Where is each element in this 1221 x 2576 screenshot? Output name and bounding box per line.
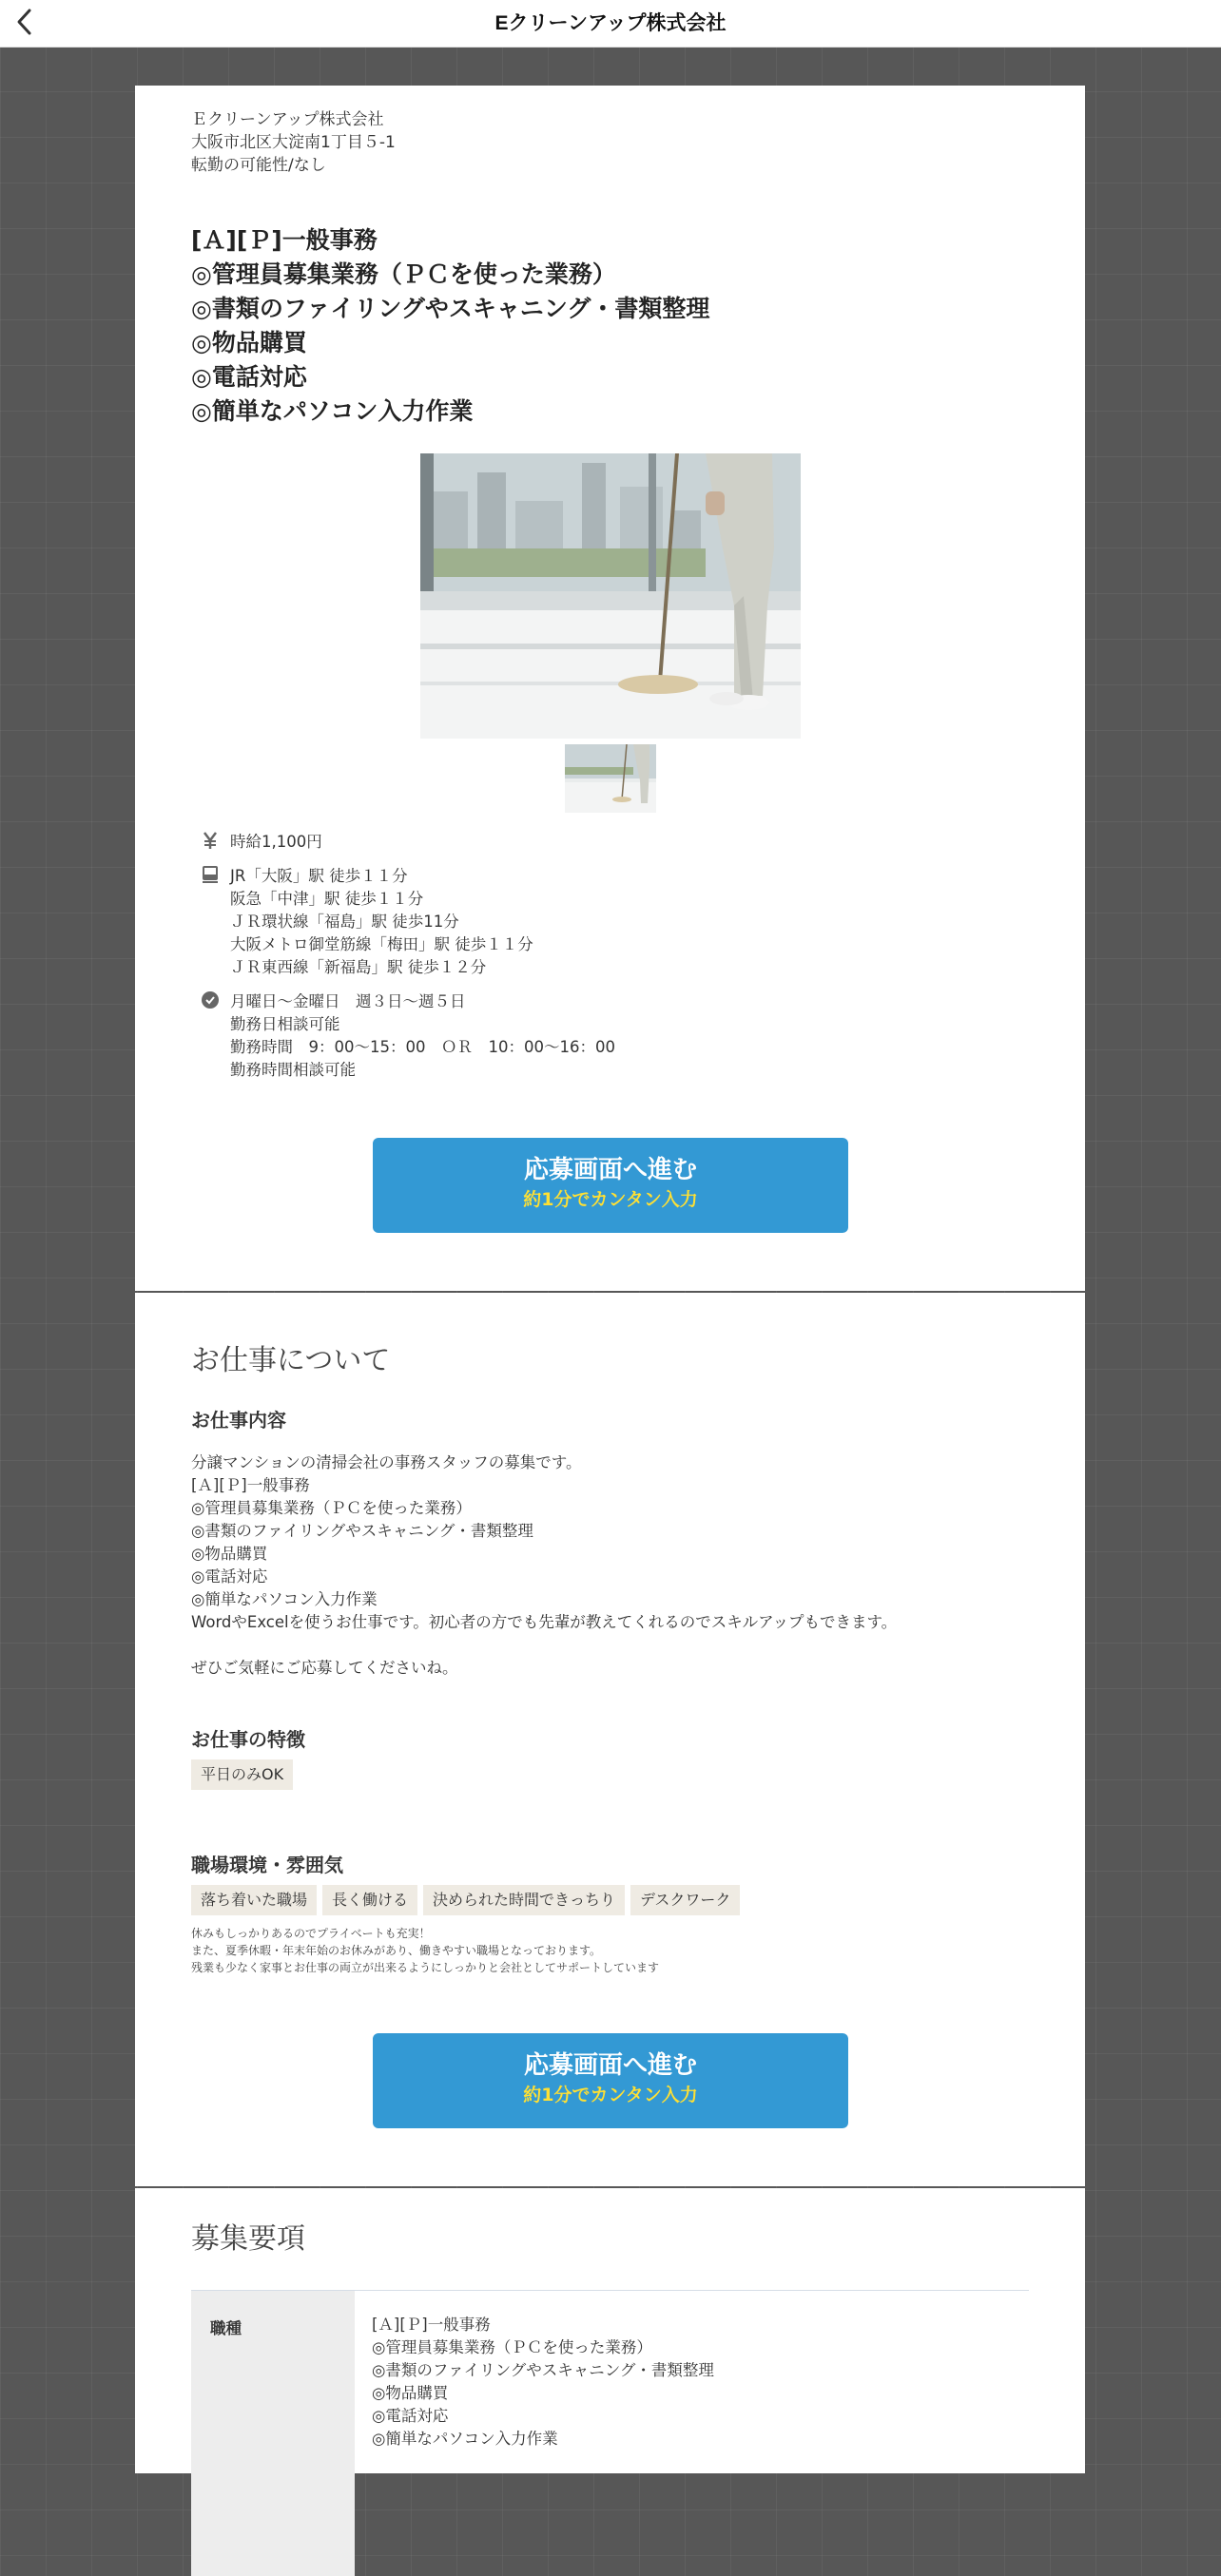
environment-note: また、夏季休暇・年末年始のお休みがあり、働きやすい職場となっております。	[191, 1944, 602, 1957]
description-blank-line	[191, 1634, 1029, 1657]
company-info	[191, 108, 1029, 177]
apply-button-sublabel: 約1分でカンタン入力	[523, 2085, 698, 2105]
requirements-card	[135, 2188, 1085, 2473]
train-icon	[201, 865, 220, 884]
job-type-line: ◎簡単なパソコン入力作業	[372, 2430, 558, 2448]
environment-tag: デスクワーク	[630, 1885, 740, 1915]
access-line: 阪急「中津」駅 徒歩１１分	[230, 890, 424, 908]
job-heading	[191, 223, 1029, 429]
description-line: ぜひご気軽にご応募してくださいね。	[191, 1659, 458, 1677]
feature-tag: 平日のみOK	[191, 1759, 293, 1790]
job-photo	[420, 453, 801, 739]
description-line: ◎電話対応	[191, 1567, 268, 1586]
section-title-about: お仕事について	[191, 1344, 391, 1377]
environment-tag: 決められた時間できっちり	[423, 1885, 625, 1915]
photo-thumbnail[interactable]	[565, 744, 656, 813]
yen-icon	[201, 831, 220, 850]
access-row	[191, 863, 1029, 982]
job-summary-card	[135, 86, 1085, 1291]
environment-note: 休みもしっかりあるのでプライベートも充実！	[191, 1927, 431, 1940]
apply-button-sublabel: 約1分でカンタン入力	[523, 1189, 698, 1210]
environment-note: 残業も少なく家事とお仕事の両立が出来るようにしっかりと会社としてサポートしています	[191, 1961, 660, 1974]
job-heading-line: ◎管理員募集業務（ＰＣを使った業務）	[191, 260, 616, 288]
salary-row	[191, 829, 1029, 857]
description-line: ◎簡単なパソコン入力作業	[191, 1590, 378, 1608]
company-address: 大阪市北区大淀南1丁目５-1	[191, 133, 396, 152]
job-type-line: ◎管理員募集業務（ＰＣを使った業務）	[372, 2338, 652, 2356]
requirements-table	[191, 2290, 1029, 2448]
job-type-line: ◎物品購買	[372, 2384, 449, 2402]
schedule-row	[191, 989, 1029, 1088]
company-name: Ｅクリーンアップ株式会社	[191, 110, 384, 129]
feature-tags	[191, 1759, 1029, 1790]
job-details-card	[135, 1293, 1085, 2186]
apply-button[interactable]	[373, 2033, 848, 2128]
job-type-label: 職種	[210, 2319, 242, 2337]
access-line: ＪＲ東西線「新福島」駅 徒歩１２分	[230, 958, 487, 976]
environment-tags	[191, 1885, 1029, 1915]
job-heading-line: ◎物品購買	[191, 329, 307, 356]
salary-text: 時給1,100円	[230, 833, 322, 851]
job-description	[191, 1451, 1029, 1680]
section-title-requirements: 募集要項	[191, 2222, 305, 2256]
description-line: ◎書類のファイリングやスキャニング・書類整理	[191, 1522, 533, 1540]
description-line: 分譲マンションの清掃会社の事務スタッフの募集です。	[191, 1453, 582, 1471]
environment-tag: 長く働ける	[322, 1885, 417, 1915]
apply-button-label: 応募画面へ進む	[523, 1156, 697, 1184]
schedule-line: 月曜日～金曜日 週３日～週５日	[230, 992, 466, 1010]
description-line: ◎物品購買	[191, 1545, 268, 1563]
content-title: お仕事内容	[191, 1409, 286, 1432]
description-line: ◎管理員募集業務（ＰＣを使った業務）	[191, 1499, 472, 1517]
description-line: [Ａ][Ｐ]一般事務	[191, 1476, 310, 1494]
apply-button[interactable]	[373, 1138, 848, 1233]
job-heading-line: [Ａ][Ｐ]一般事務	[191, 226, 378, 254]
job-type-value	[372, 2314, 714, 2451]
access-list	[230, 865, 533, 979]
job-type-line: [Ａ][Ｐ]一般事務	[372, 2316, 491, 2334]
schedule-line: 勤務時間相談可能	[230, 1061, 356, 1079]
job-heading-line: ◎電話対応	[191, 363, 307, 391]
apply-button-label: 応募画面へ進む	[523, 2051, 697, 2080]
description-line: WordやExcelを使うお仕事です。初心者の方でも先輩が教えてくれるのでスキルアップもできます。	[191, 1613, 898, 1631]
table-header-cell	[191, 2291, 355, 2576]
job-heading-line: ◎書類のファイリングやスキャニング・書類整理	[191, 295, 710, 322]
environment-tag: 落ち着いた職場	[191, 1885, 317, 1915]
features-title: お仕事の特徴	[191, 1728, 305, 1751]
schedule-line: 勤務時間 9：00～15：00 ＯＲ 10：00～16：00	[230, 1038, 615, 1056]
clock-icon	[201, 990, 220, 1009]
schedule-line: 勤務日相談可能	[230, 1015, 340, 1033]
transfer-note: 転勤の可能性/なし	[191, 156, 326, 175]
access-line: ＪＲ環状線「福島」駅 徒歩11分	[230, 913, 459, 931]
access-line: JR「大阪」駅 徒歩１１分	[230, 867, 408, 885]
job-type-line: ◎書類のファイリングやスキャニング・書類整理	[372, 2361, 714, 2379]
schedule-list	[230, 990, 615, 1082]
environment-title: 職場環境・雰囲気	[191, 1854, 343, 1876]
job-heading-line: ◎簡単なパソコン入力作業	[191, 397, 474, 425]
access-line: 大阪メトロ御堂筋線「梅田」駅 徒歩１１分	[230, 935, 533, 953]
job-type-line: ◎電話対応	[372, 2407, 449, 2425]
top-bar	[0, 0, 1221, 48]
environment-notes	[191, 1925, 1029, 1976]
page-title: Eクリーンアップ株式会社	[494, 12, 727, 34]
